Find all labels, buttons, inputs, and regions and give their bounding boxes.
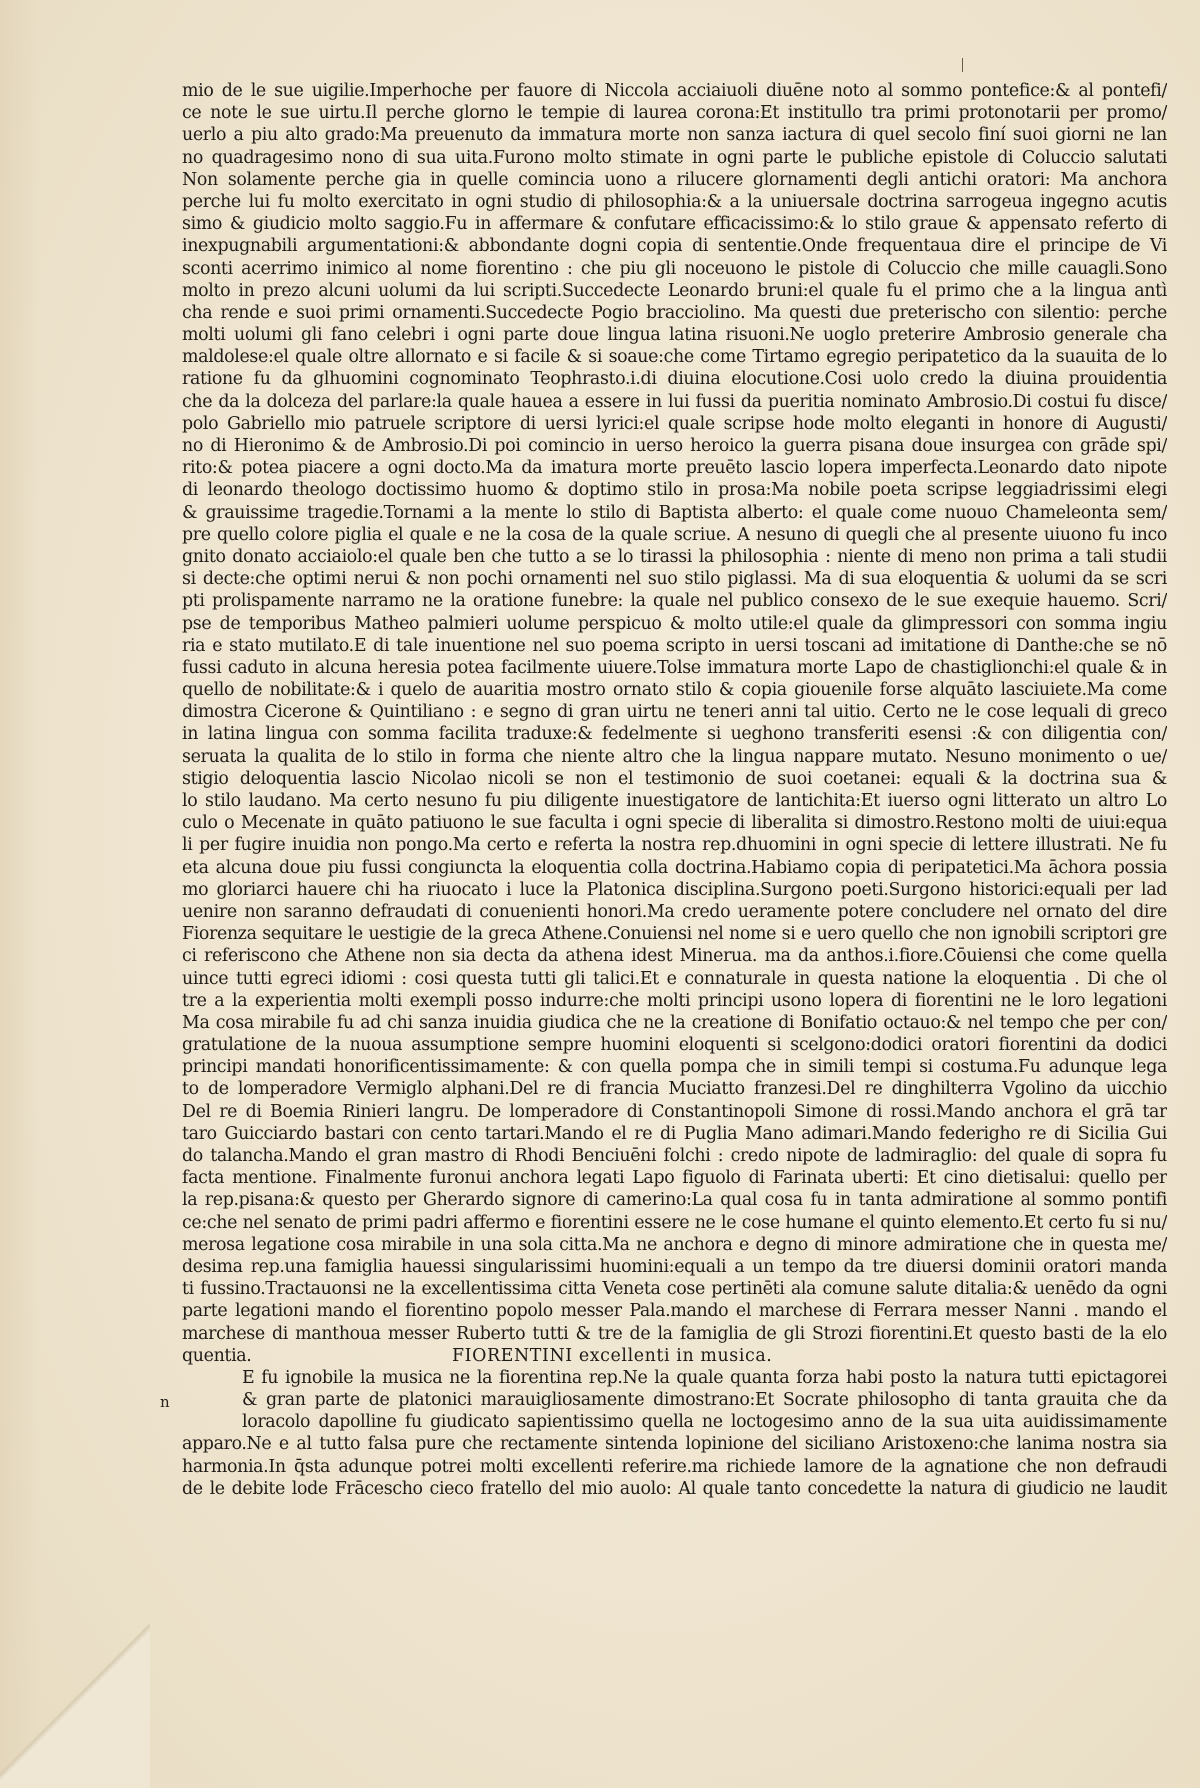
text-line: de le debite lode Frācescho cieco fratello del mio auolo: Al quale tanto concedette la natura di giudicio ne laudit xyxy=(182,1478,1167,1499)
text-line: taro Guicciardo bastari con cento tartari.Mando el re di Puglia Mano adimari.Mando federigho re di Sicilia Gui xyxy=(182,1123,1167,1144)
text-line: eta alcuna doue piu fussi congiuncta la eloquentia colla doctrina.Habiamo copia di peripatetici.Ma āchora possia xyxy=(182,857,1167,878)
text-line: dimostra Cicerone & Quintiliano : e segno di gran uirtu ne teneri anni tal uitio. Certo ne le cose lequali di greco xyxy=(182,702,1167,723)
text-line: & grauissime tragedie.Tornami a la mente lo stilo di Baptista alberto: el quale come nuouo Chameleonta sem/ xyxy=(182,502,1167,523)
text-line: pre quello colore piglia el quale e ne la cosa de la quale scriue. A nesuno di quegli che al presente uiuono fu inco xyxy=(182,524,1167,545)
text-line: molto in prezo alcuni uolumi da lui scripti.Succedecte Leonardo bruni:el quale fu el primo che a la lingua antì xyxy=(182,280,1167,301)
text-line: pti prolispamente narramo ne la oratione funebre: la quale nel publico consexo de le sue exequie hauemo. Scri/ xyxy=(182,591,1167,612)
text-line: perche lui fu molto exercitato in ogni studio di philosophia:& a la uniuersale doctrina sarrogeua ingegno acutis xyxy=(182,191,1167,212)
text-line: in latina lingua con somma facilita traduxe:& fedelmente si ueghono transferiti esensi :& con diligentia con/ xyxy=(182,724,1167,745)
text-line: maldolese:el quale oltre allornato e si facile & si soaue:che come Tirtamo egregio peripatetico da la suauita de lo xyxy=(182,347,1167,368)
text-line: tre a la experientia molti exempli posso indurre:che molti principi usono lopera di fiorentini ne le loro legationi xyxy=(182,990,1167,1011)
text-line: marchese di manthoua messer Ruberto tutti & tre de la famiglia de gli Strozi fiorentini.Et questo basti de la elo xyxy=(182,1323,1167,1344)
text-line: molti uolumi gli fano celebri i ogni parte doue lingua latina risuoni.Ne uoglo preterire Ambrosio generale cha xyxy=(182,325,1167,346)
text-line: simo & giudicio molto saggio.Fu in affermare & confutare efficacissimo:& lo stilo graue & appensato referto di xyxy=(182,214,1167,235)
text-line: mo gloriarci hauere chi ha riuocato i luce la Platonica disciplina.Surgono poeti.Surgono historici:equali per lad xyxy=(182,879,1167,900)
text-line: culo o Mecenate in quāto patiuono le sue faculta i ogni specie di liberalita si dimostro.Restono molti de uiui:equa xyxy=(182,813,1167,834)
text-line: pse de temporibus Matheo palmieri uolume perspicuo & molto utile:el quale da glimpressori con somma ingiu xyxy=(182,613,1167,634)
text-line: merosa legatione cosa mirabile in una sola citta.Ma ne anchora e degno di minore admiratione che in questa me/ xyxy=(182,1234,1167,1255)
text-line: li per fugire inuidia non pongo.Ma certo e referta la nostra rep.dhuomini in ogni specie di lettere illustrati. Ne fu xyxy=(182,835,1167,856)
text-line: no di Hieronimo & de Ambrosio.Di poi comincio in uerso heroico la guerra pisana doue insurgea con grāde spi/ xyxy=(182,436,1167,456)
text-line: desima rep.una famiglia hauessi singularissimi huomini:equali a un tempo da tre diuersi dominii oratori manda xyxy=(182,1256,1167,1277)
text-line: rito:& potea piacere a ogni docto.Ma da imatura morte preuēto lascio lopera imperfecta.Leonardo dato nipote xyxy=(182,458,1167,479)
text-line: harmonia.In q̄sta adunque potrei molti excellenti referire.ma richiede lamore de la agnatione che non defraudi xyxy=(182,1456,1167,1477)
text-line: loracolo dapolline fu giudicato sapientissimo quella ne loctogesimo anno de la sua uita auidissimamente xyxy=(242,1412,1167,1433)
text-line: ci referiscono che Athene non sia decta da athena idest Minerua. ma da anthos.i.fiore.Cōuiensi che come quella xyxy=(182,946,1167,967)
text-line: lo stilo laudano. Ma certo nesuno fu piu diligente inuestigatore de lantichita:Et iuerso ogni litterato un altro Lo xyxy=(182,791,1167,811)
text-line: ce:che nel senato de primi padri affermo e fiorentini essere ne le cose humane el quinto elemento.Et certo fu si nu/ xyxy=(182,1212,1167,1233)
text-line: gnito donato acciaiolo:el quale ben che tutto a se lo tirassi la philosophia : niente di meno non prima a tali studii xyxy=(182,546,1167,567)
text-line: E fu ignobile la musica ne la fiorentina rep.Ne la quale quanta forza habi posto la natura tutti epictagorei xyxy=(242,1367,1167,1388)
text-line: & gran parte de platonici marauigliosamente dimostrano:Et Socrate philosopho di tanta grauita che da xyxy=(242,1390,1167,1411)
text-line: uince tutti egreci idiomi : cosi questa tutti gli talici.Et e connaturale in questa natione la eloquentia . Di che ol xyxy=(182,968,1167,989)
text-line: stigio deloquentia lascio Nicolao nicoli se non el testimonio de suoi coetanei: equali & la doctrina sua & xyxy=(182,768,1167,789)
text-line: apparo.Ne e al tutto falsa pure che rectamente sintenda lopinione del siciliano Aristoxeno:che lanima nostra sia xyxy=(182,1434,1167,1455)
text-line: fussi caduto in alcuna heresia potea facilmente uiuere.Tolse immatura morte Lapo de chastiglionchi:el quale & in xyxy=(182,657,1167,678)
text-line: gratulatione de la nuoua assumptione sempre huomini eloquenti si scelgono:dodici oratori fiorentini da dodici xyxy=(182,1035,1167,1056)
text-line: mio de le sue uigilie.Imperhoche per fauore di Niccola acciaiuoli diuēne noto al sommo pontefice:& al pontefi/ xyxy=(182,81,1167,101)
main-paragraph xyxy=(182,80,1167,1345)
text-line: cha rende e suoi primi ornamenti.Succedecte Pogio bracciolino. Ma questi due preterischo con silentio: perche xyxy=(182,302,1167,323)
closing-word: quentia. xyxy=(182,1345,252,1366)
text-line: sconti acerrimo inimico al nome fiorentino : che piu gli noceuono le pistole di Coluccio che mille cauagli.Sono xyxy=(182,258,1167,279)
text-line: principi mandati honorificentissimamente: & con quella pompa che in simili tempi si costuma.Fu adunque lega xyxy=(182,1057,1167,1078)
text-line: che da la dolceza del parlare:la quale hauea a essere in lui fussi da pueritia nominato Ambrosio.Di costui fu disce/ xyxy=(182,391,1167,412)
text-line: Del re di Boemia Rinieri langru. De lomperadore di Constantinopoli Simone di rossi.Mando anchora el grā tar xyxy=(182,1101,1167,1122)
text-line: ratione fu da glhuomini cognominato Teophrasto.i.di diuina elocutione.Cosi uolo credo la diuina prouidentia xyxy=(182,369,1167,390)
text-line: inexpugnabili argumentationi:& abbondante dogni copia di sententie.Onde frequentaua dire el principe de Vi xyxy=(182,236,1167,257)
text-line: ti fussino.Tractauonsi ne la excellentissima citta Veneta cose pertinēti ala comune salute ditalia:& uenēdo da ogni xyxy=(182,1279,1167,1300)
text-line: polo Gabriello mio patruele scriptore di uersi lyrici:el quale scripse hode molto eleganti in honore di Augusti/ xyxy=(182,413,1167,434)
text-line: di leonardo theologo doctissimo huomo & doptimo stilo in prosa:Ma nobile poeta scripse leggiadrissimi elegi xyxy=(182,480,1167,501)
text-line: to de lomperadore Vermiglo alphani.Del re di francia Muciatto franzesi.Del re dinghilterra Vgolino da uicchio xyxy=(182,1079,1167,1100)
text-block xyxy=(160,80,1167,1500)
text-line: parte legationi mando el fiorentino popolo messer Pala.mando el marchese di Ferrara messer Nanni . mando el xyxy=(182,1301,1167,1322)
section-heading: FIORENTINI excellenti in musica. xyxy=(452,1345,773,1366)
section-heading-line xyxy=(182,1345,1167,1367)
text-line: quello de nobilitate:& i quelo de auaritia mostro ornato stilo & copia giouenile forse alquāto lasciuiete.Ma come xyxy=(182,680,1167,701)
text-line: uenire non saranno defraudati di conuenienti honori.Ma credo ueramente potere concludere nel ornato del dire xyxy=(182,901,1167,922)
margin-mark xyxy=(962,58,963,72)
text-line: do talancha.Mando el gran mastro di Rhodi Benciuēni folchi : credo nipote de ladmiraglio: del quale di sopra fu xyxy=(182,1146,1167,1166)
page-edge-shadow xyxy=(0,0,40,1788)
text-line: la rep.pisana:& questo per Gherardo signore di camerino:La qual cosa fu in tanta admiratione al sommo pontifi xyxy=(182,1190,1167,1211)
text-line: uerlo a piu alto grado:Ma preuenuto da immatura morte non sanza iactura di quel secolo finí suoi giorni ne lan xyxy=(182,125,1167,146)
text-line: ria e stato mutilato.E di tale inuentione nel suo poema scripto in uersi toscani ad imitatione di Danthe:che se nō xyxy=(182,635,1167,656)
text-line: ce note le sue uirtu.Il perche glorno le tempie di laurea corona:Et institullo tra primi protonotarii per promo/ xyxy=(182,103,1167,124)
text-line: Non solamente perche gia in quelle comincia uono a rilucere glornamenti degli antichi oratori: Ma anchora xyxy=(182,169,1167,190)
text-line: seruata la qualita de lo stilo in forma che niente altro che la lingua nappare mutato. Nesuno monimento o ue/ xyxy=(182,746,1167,767)
music-paragraph xyxy=(160,1367,1167,1500)
guide-letter: n xyxy=(160,1392,170,1411)
torn-corner xyxy=(0,1618,150,1788)
text-line: Fiorenza sequitare le uestigie de la greca Athene.Conuiensi nel nome si e uero quello che non ignobili scriptori gre xyxy=(182,924,1167,945)
text-line: facta mentione. Finalmente furonui anchora legati Lapo figuolo di Farinata uberti: Et cino dietisalui: quello per xyxy=(182,1168,1167,1189)
text-line: Ma cosa mirabile fu ad chi sanza inuidia giudica che ne la creatione di Bonifatio octauo:& nel tempo che per con/ xyxy=(182,1012,1167,1033)
text-line: no quadragesimo nono di sua uita.Furono molto stimate in ogni parte le publiche epistole di Coluccio salutati xyxy=(182,147,1167,168)
text-line: si decte:che optimi nerui & non pochi ornamenti nel suo stilo piglassi. Ma di sua eloquentia & uolumi da se scri xyxy=(182,569,1167,590)
